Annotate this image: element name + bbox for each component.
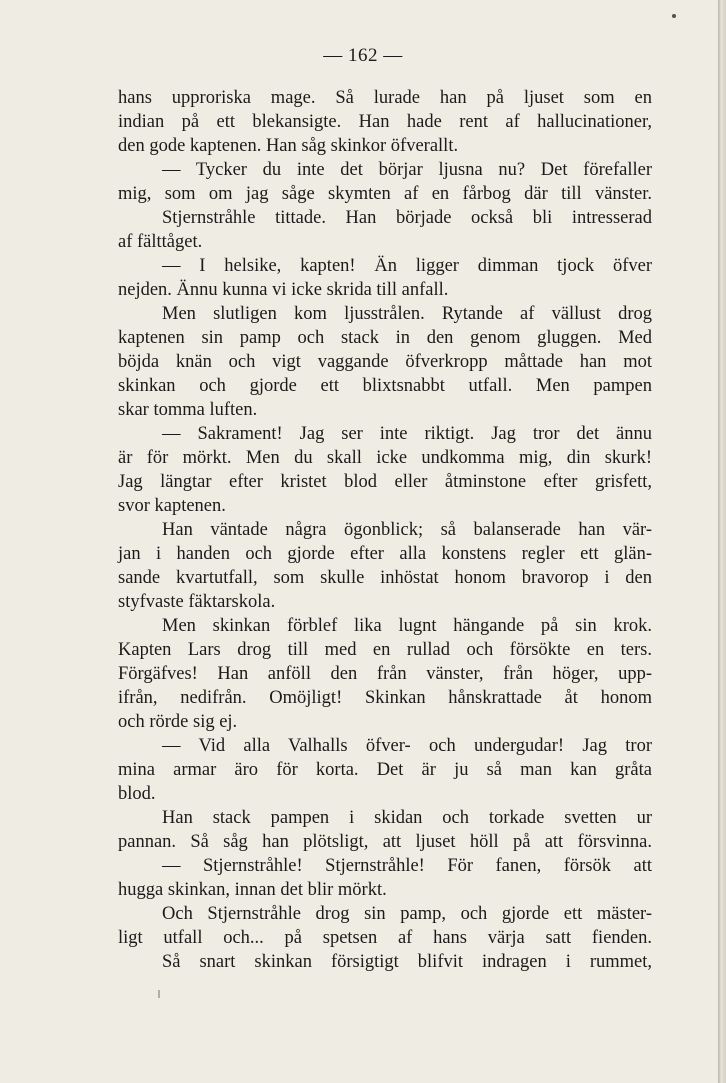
- text-line: Men skinkan förblef lika lugnt hängande på sin krok.: [162, 616, 652, 636]
- body-text: [118, 86, 652, 974]
- page-edge: [718, 0, 726, 1083]
- text-line: Kapten Lars drog till med en rullad och försökte en ters.: [118, 640, 652, 660]
- text-line: — Tycker du inte det börjar ljusna nu? Det förefaller: [162, 160, 652, 180]
- text-line: skar tomma luften.: [118, 400, 258, 420]
- text-line: Stjernstråhle tittade. Han började också bli intresserad: [162, 208, 652, 228]
- text-line: hans upproriska mage. Så lurade han på ljuset som en: [118, 88, 652, 108]
- text-line: Förgäfves! Han anföll den från vänster, från höger, upp-: [118, 664, 652, 684]
- ink-mark: [158, 990, 160, 998]
- text-line: böjda knän och vigt vaggande öfverkropp måttade han mot: [118, 352, 652, 372]
- text-line: och rörde sig ej.: [118, 712, 238, 732]
- text-line: den gode kaptenen. Han såg skinkor öfverallt.: [118, 136, 459, 156]
- text-line: kaptenen sin pamp och stack in den genom gluggen. Med: [118, 328, 652, 348]
- text-line: — Sakrament! Jag ser inte riktigt. Jag tror det ännu: [162, 424, 652, 444]
- text-line: af fälttåget.: [118, 232, 203, 252]
- text-line: skinkan och gjorde ett blixtsnabbt utfall. Men pampen: [118, 376, 652, 396]
- text-line: — I helsike, kapten! Än ligger dimman tjock öfver: [162, 256, 652, 276]
- text-line: sande kvartutfall, som skulle inhöstat honom bravorop i den: [118, 568, 652, 588]
- text-line: ligt utfall och... på spetsen af hans värja satt fienden.: [118, 928, 652, 948]
- text-line: hugga skinkan, innan det blir mörkt.: [118, 880, 387, 900]
- text-line: svor kaptenen.: [118, 496, 226, 516]
- text-line: pannan. Så såg han plötsligt, att ljuset höll på att försvinna.: [118, 832, 652, 852]
- text-line: — Vid alla Valhalls öfver- och undergudar! Jag tror: [162, 736, 652, 756]
- text-line: mig, som om jag såge skymten af en fårbog där till vänster.: [118, 184, 652, 204]
- page-number: — 162 —: [323, 45, 403, 66]
- text-line: blod.: [118, 784, 156, 804]
- text-line: Men slutligen kom ljusstrålen. Rytande af vällust drog: [162, 304, 652, 324]
- text-line: jan i handen och gjorde efter alla konstens regler ett glän-: [118, 544, 652, 564]
- text-line: är för mörkt. Men du skall icke undkomma mig, din skurk!: [118, 448, 652, 468]
- text-line: — Stjernstråhle! Stjernstråhle! För fanen, försök att: [162, 856, 652, 876]
- ink-speck: [672, 14, 676, 18]
- text-line: indian på ett blekansigte. Han hade rent af hallucinationer,: [118, 112, 652, 132]
- text-line: ifrån, nedifrån. Omöjligt! Skinkan hånskrattade åt honom: [118, 688, 652, 708]
- text-line: styfvaste fäktarskola.: [118, 592, 276, 612]
- text-line: Jag längtar efter kristet blod eller åtminstone efter grisfett,: [118, 472, 652, 492]
- text-line: Han väntade några ögonblick; så balanserade han vär-: [162, 520, 652, 540]
- text-line: mina armar äro för korta. Det är ju så man kan gråta: [118, 760, 652, 780]
- text-line: Han stack pampen i skidan och torkade svetten ur: [162, 808, 652, 828]
- text-line: Så snart skinkan försigtigt blifvit indragen i rummet,: [162, 952, 652, 972]
- text-line: nejden. Ännu kunna vi icke skrida till anfall.: [118, 280, 449, 300]
- text-line: Och Stjernstråhle drog sin pamp, och gjorde ett mäster-: [162, 904, 652, 924]
